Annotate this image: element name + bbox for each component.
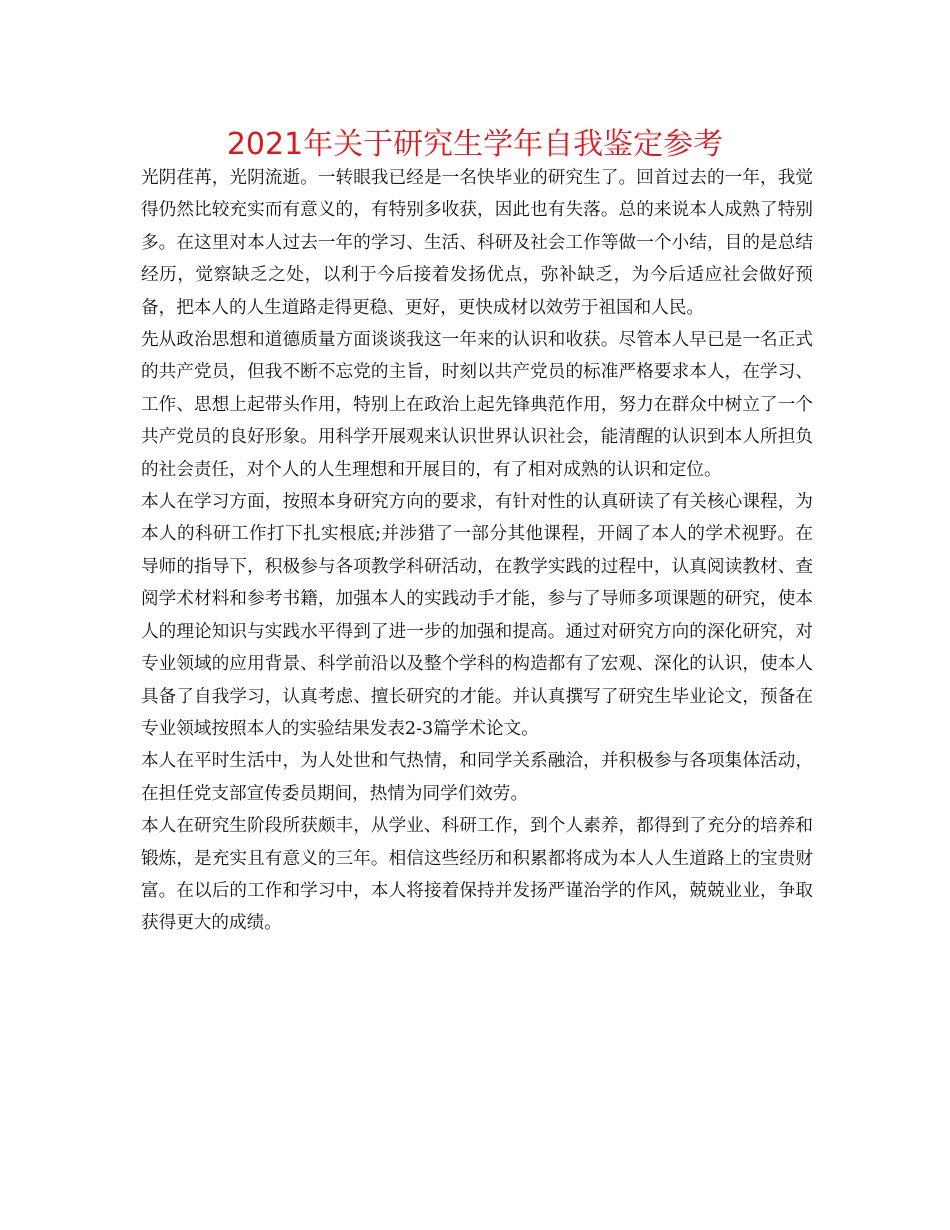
paragraph-life: 本人在平时生活中，为人处世和气热情，和同学关系融洽，并积极参与各项集体活动，在担任党支部宣传委员期间，热情为同学们效劳。 bbox=[141, 751, 813, 804]
paragraph-intro: 光阴荏苒，光阴流逝。一转眼我已经是一名快毕业的研究生了。回首过去的一年，我觉得仍然比较充实而有意义的，有特别多收获，因此也有失落。总的来说本人成熟了特别多。在这里对本人过去一年的学习、生活、科研及社会工作等做一个小结，目的是总结经历，觉察缺乏之处，以利于今后接着发扬优点，弥补缺乏，为今后适应社会做好预备，把本人的人生道路走得更稳、更好，更快成材以效劳于祖国和人民。 bbox=[141, 168, 813, 318]
paragraph-conclusion: 本人在研究生阶段所获颇丰，从学业、科研工作，到个人素养，都得到了充分的培养和锻炼，是充实且有意义的三年。相信这些经历和积累都将成为本人人生道路上的宝贵财富。在以后的工作和学习中，本人将接着保持并发扬严谨治学的作风，兢兢业业，争取获得更大的成绩。 bbox=[141, 816, 813, 934]
paragraph-study: 本人在学习方面，按照本身研究方向的要求，有针对性的认真研读了有关核心课程，为本人的科研工作打下扎实根底;并涉猎了一部分其他课程，开阔了本人的学术视野。在导师的指导下，积极参与各项教学科研活动，在教学实践的过程中，认真阅读教材、查阅学术材料和参考书籍，加强本人的实践动手才能，参与了导师多项课题的研究，使本人的理论知识与实践水平得到了进一步的加强和提高。通过对研究方向的深化研究，对专业领域的应用背景、科学前沿以及整个学科的构造都有了宏观、深化的认识，使本人具备了自我学习，认真考虑、擅长研究的才能。并认真撰写了研究生毕业论文，预备在专业领域按照本人的实验结果发表2-3篇学术论文。 bbox=[141, 492, 813, 739]
document-body bbox=[141, 162, 813, 940]
paragraph-political: 先从政治思想和道德质量方面谈谈我这一年来的认识和收获。尽管本人早已是一名正式的共产党员，但我不断不忘党的主旨，时刻以共产党员的标准严格要求本人，在学习、工作、思想上起带头作用，特别上在政治上起先锋典范作用，努力在群众中树立了一个共产党员的良好形象。用科学开展观来认识世界认识社会，能清醒的认识到本人所担负的社会责任，对个人的人生理想和开展目的，有了相对成熟的认识和定位。 bbox=[141, 330, 813, 480]
document-title: 2021年关于研究生学年自我鉴定参考 bbox=[226, 127, 724, 162]
